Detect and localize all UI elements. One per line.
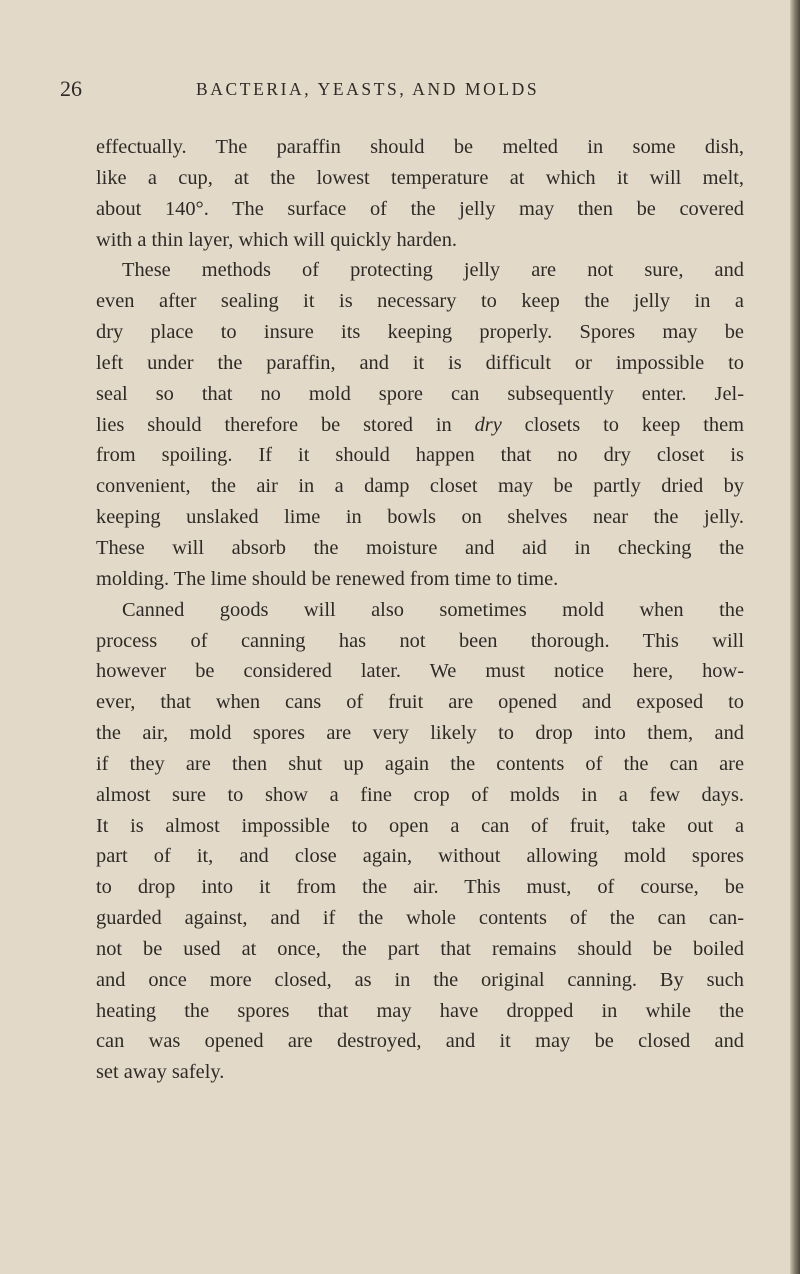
text-line: effectually. The paraffin should be melted in some dish, (96, 136, 744, 158)
text-line: These methods of protecting jelly are not sure, and (122, 259, 744, 282)
text-line: if they are then shut up again the contents of the can are (96, 752, 744, 775)
text-line: left under the paraffin, and it is difficult or impossible to (96, 351, 744, 374)
text-line: about 140°. The surface of the jelly may then be covered (96, 197, 744, 220)
text-line: almost sure to show a fine crop of molds in a few days. (96, 783, 744, 806)
text-line: keeping unslaked lime in bowls on shelves near the jelly. (96, 506, 744, 529)
text-line: the air, mold spores are very likely to drop into them, and (96, 722, 744, 745)
text-line: molding. The lime should be renewed from time to time. (96, 567, 559, 590)
text-line: even after sealing it is necessary to keep the jelly in a (96, 290, 744, 313)
text-line: set away safely. (96, 1061, 225, 1084)
text-line: with a thin layer, which will quickly harden. (96, 228, 458, 251)
paragraph (96, 132, 744, 255)
body-text (96, 132, 744, 1088)
text-line: and once more closed, as in the original canning. By such (96, 968, 744, 991)
text-line: These will absorb the moisture and aid in checking the (96, 536, 744, 559)
text-line: guarded against, and if the whole contents of the can can- (96, 907, 744, 930)
text-line: convenient, the air in a damp closet may be partly dried by (96, 475, 744, 498)
text-line: can was opened are destroyed, and it may be closed and (96, 1030, 744, 1053)
text-line: however be considered later. We must notice here, how- (96, 660, 744, 683)
text-line: It is almost impossible to open a can of fruit, take out a (96, 814, 744, 837)
text-segment: lies should therefore be stored in (96, 413, 475, 436)
text-line: not be used at once, the part that remains should be boiled (96, 937, 744, 960)
emphasized-word: dry (474, 413, 502, 436)
text-line: from spoiling. If it should happen that no dry closet is (96, 444, 744, 467)
paragraph (96, 255, 744, 594)
text-line: process of canning has not been thorough. This will (96, 629, 744, 652)
text-line: like a cup, at the lowest temperature at which it will melt, (96, 166, 744, 189)
text-line: to drop into it from the air. This must, of course, be (96, 876, 744, 899)
page-edge-shadow (790, 0, 800, 1274)
text-line: part of it, and close again, without allowing mold spores (96, 845, 744, 868)
text-line: ever, that when cans of fruit are opened and exposed to (96, 691, 744, 714)
running-head: BACTERIA, YEASTS, AND MOLDS (196, 79, 540, 99)
text-line: heating the spores that may have dropped in while the (96, 999, 744, 1022)
text-line: dry place to insure its keeping properly. Spores may be (96, 321, 744, 344)
paragraph (96, 595, 744, 1089)
page-number: 26 (60, 76, 82, 101)
text-line: seal so that no mold spore can subsequently enter. Jel- (96, 382, 744, 405)
text-segment: closets to keep them (501, 413, 744, 436)
text-line (96, 410, 744, 441)
page-header (60, 74, 640, 104)
text-line: Canned goods will also sometimes mold when the (122, 598, 744, 621)
